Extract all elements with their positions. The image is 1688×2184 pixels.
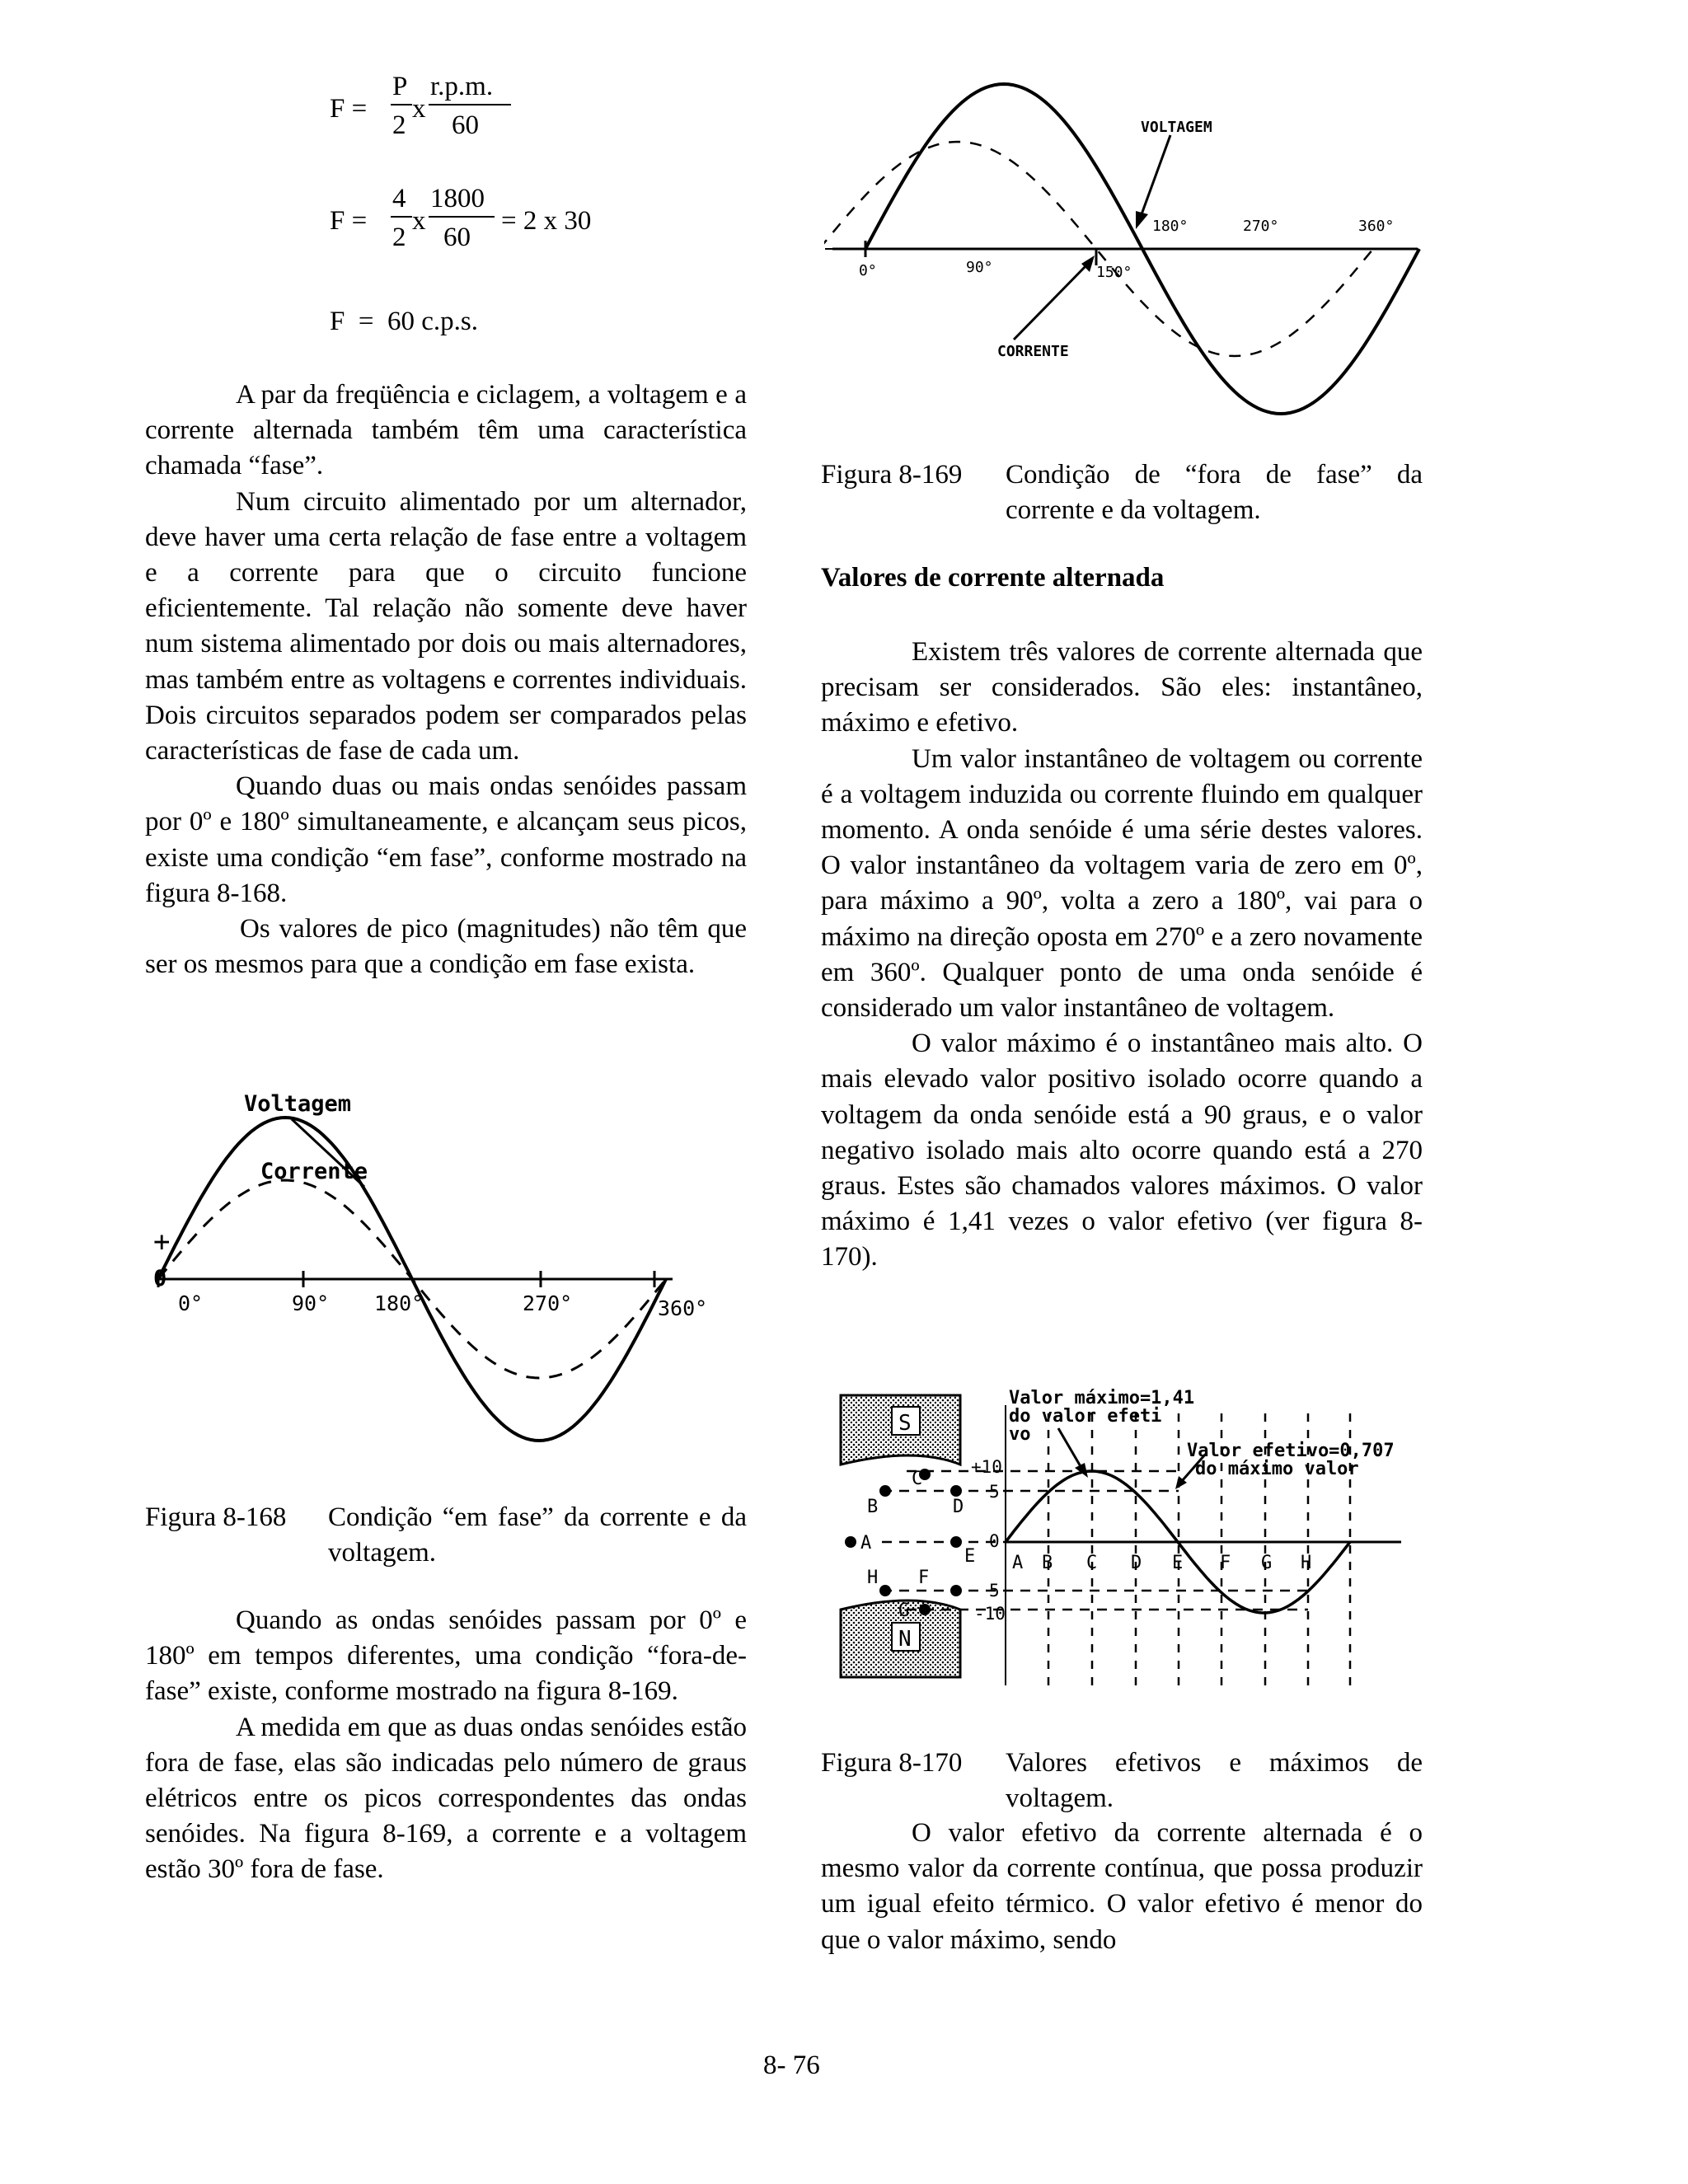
right-column-text-2 — [821, 1816, 1423, 1958]
figure-8-168-caption — [145, 1500, 747, 1574]
label-max-value: Valor máximo=1,41 — [1009, 1389, 1195, 1408]
point-label: B — [867, 1497, 879, 1517]
caption-text: Condição “em fase” da corrente e da voltagem. — [328, 1502, 747, 1568]
label-max-value: do valor efeti — [1009, 1406, 1162, 1427]
paragraph: A medida em que as duas ondas senóides estão fora de fase, elas são indicadas pelo número de graus elétricos entre os picos correspondentes das ondas senóides. Na figura 8-169, a corrente e a voltagem estão 30º fora de fase. — [145, 1712, 747, 1885]
pole-label: N — [898, 1627, 912, 1652]
caption-number: Figura 8-170 — [821, 1748, 963, 1778]
label-corrente: CORRENTE — [997, 343, 1069, 360]
tick-label: 90° — [966, 259, 993, 276]
paragraph: O valor efetivo da corrente alternada é o mesmo valor da corrente contínua, que possa produzir um igual efeito térmico. O valor efetivo é menor do que o valor máximo, sendo — [821, 1818, 1423, 1955]
caption-number: Figura 8-169 — [821, 460, 963, 490]
formula-frequency-general — [330, 72, 577, 158]
formula-times: x — [412, 206, 426, 236]
caption-number: Figura 8-168 — [145, 1502, 287, 1532]
label-voltagem: VOLTAGEM — [1141, 119, 1212, 136]
point-label: G — [898, 1601, 910, 1621]
point-label: H — [867, 1568, 879, 1588]
point-label: C — [912, 1469, 923, 1489]
tick-label: 90° — [292, 1291, 330, 1315]
label-effective-value: Valor efetivo=0,707 — [1187, 1441, 1395, 1461]
paragraph: Um valor instantâneo de voltagem ou corrente é a voltagem induzida ou corrente fluindo em qualquer momento. A onda senóide é uma série destes valores. O valor instantâneo da voltagem varia de zero em 0º, para máximo a 90º, volta a zero a 180º, vai para o máximo na direção oposta em 270º e a zero novamente em 360º. Qualquer ponto de uma onda senóide é considerado um valor instantâneo de voltagem. — [821, 743, 1423, 1024]
scale-label: 5 — [989, 1482, 1000, 1502]
paragraph: Quando as ondas senóides passam por 0º e 180º em tempos diferentes, uma condição “fora-de-fase” existe, conforme mostrado na figura 8-169. — [145, 1605, 747, 1707]
axis-point-label: A — [1012, 1553, 1024, 1573]
paragraph: O valor máximo é o instantâneo mais alto. O mais elevado valor positivo isolado ocorre quando a voltagem da onda senóide está a 90 graus, e o valor negativo isolado mais alto ocorre quando está a 270 graus. Estes são chamados valores máximos. O valor máximo é 1,41 vezes o valor efetivo (ver figura 8-170). — [821, 1029, 1423, 1272]
pole-label: S — [898, 1411, 912, 1436]
scale-label: +10 — [971, 1457, 1002, 1477]
formula-numerator: 1800 — [430, 184, 485, 213]
paragraph: Quando duas ou mais ondas senóides passam por 0º e 180º simultaneamente, e alcançam seus picos, existe uma condição “em fase”, conforme mostrado na figura 8-168. — [145, 771, 747, 908]
figure-8-170-caption — [821, 1746, 1423, 1820]
axis-point-label: H — [1301, 1553, 1312, 1573]
formula-lhs: F = — [330, 206, 368, 236]
out-of-phase-diagram — [824, 74, 1434, 420]
label-zero: 0 — [153, 1266, 167, 1291]
tick-label: 0° — [859, 262, 877, 279]
tick-label: 270° — [1243, 218, 1279, 235]
caption-text: Condição de “fora de fase” da corrente e da voltagem. — [1006, 460, 1423, 525]
axis-point-label: D — [1131, 1553, 1142, 1573]
point-label: A — [860, 1533, 872, 1554]
left-column-text-2 — [145, 1603, 747, 1888]
formula-result: F = 60 c.p.s. — [330, 307, 478, 336]
axis-point-label: B — [1042, 1553, 1053, 1573]
formula-numerator: r.p.m. — [430, 72, 494, 101]
figure-8-168 — [145, 1088, 738, 1451]
axis-point-label: G — [1261, 1553, 1273, 1573]
formula-denominator: 2 — [392, 223, 406, 252]
left-column-text — [145, 377, 747, 982]
formula-denominator: 2 — [392, 110, 406, 140]
label-voltagem: Voltagem — [244, 1091, 352, 1117]
tick-label: 270° — [523, 1291, 573, 1315]
formula-frequency-example — [330, 184, 676, 270]
formula-rhs: = 2 x 30 — [501, 206, 592, 236]
figure-8-169-caption — [821, 457, 1423, 532]
axis-point-label: C — [1086, 1553, 1098, 1573]
tick-label: 180° — [1152, 218, 1189, 235]
formula-denominator: 60 — [452, 110, 479, 140]
label-effective-value: do máximo valor — [1195, 1459, 1359, 1479]
label-plus: + — [153, 1226, 171, 1258]
effective-max-diagram — [832, 1389, 1409, 1702]
paragraph: A par da freqüência e ciclagem, a voltagem e a corrente alternada também têm uma característica chamada “fase”. — [145, 380, 747, 481]
tick-label: 360° — [1358, 218, 1395, 235]
paragraph: Os valores de pico (magnitudes) não têm que ser os mesmos para que a condição em fase exista. — [145, 914, 747, 980]
section-heading: Valores de corrente alternada — [821, 563, 1165, 593]
tick-label: 0° — [178, 1291, 204, 1315]
axis-point-label: E — [1172, 1553, 1184, 1573]
point-label: D — [953, 1497, 964, 1517]
formula-times: x — [412, 94, 426, 124]
point-label: F — [918, 1568, 930, 1588]
tick-label: 360° — [658, 1296, 708, 1320]
formula-numerator: 4 — [392, 184, 406, 213]
scale-label: 5 — [989, 1581, 1000, 1601]
formula-numerator: P — [392, 72, 408, 101]
figure-8-170 — [832, 1389, 1409, 1702]
paragraph: Num circuito alimentado por um alternador, deve haver uma certa relação de fase entre a voltagem e a corrente para que o circuito funcione eficientemente. Tal relação não somente deve haver num sistema alimentado por dois ou mais alternadores, mas também entre as voltagens e correntes individuais. Dois circuitos separados podem ser comparados pelas características de fase de cada um. — [145, 486, 747, 766]
label-max-value: vo — [1009, 1424, 1031, 1445]
caption-text: Valores efetivos e máximos de voltagem. — [1006, 1748, 1423, 1813]
formula-lhs: F = — [330, 94, 368, 124]
tick-label: 150° — [1096, 264, 1132, 281]
label-corrente: Corrente — [260, 1159, 368, 1184]
point-label: E — [964, 1546, 976, 1567]
scale-label: -10 — [974, 1604, 1006, 1624]
page-number: 8- 76 — [763, 2050, 820, 2080]
right-column-text — [821, 635, 1423, 1276]
scale-label: 0 — [989, 1531, 1000, 1551]
tick-label: 180° — [374, 1291, 424, 1315]
axis-point-label: F — [1220, 1553, 1231, 1573]
in-phase-diagram — [145, 1088, 738, 1451]
figure-8-169 — [824, 74, 1434, 420]
paragraph: Existem três valores de corrente alternada que precisam ser considerados. São eles: instantâneo, máximo e efetivo. — [821, 637, 1423, 738]
formula-denominator: 60 — [443, 223, 471, 252]
